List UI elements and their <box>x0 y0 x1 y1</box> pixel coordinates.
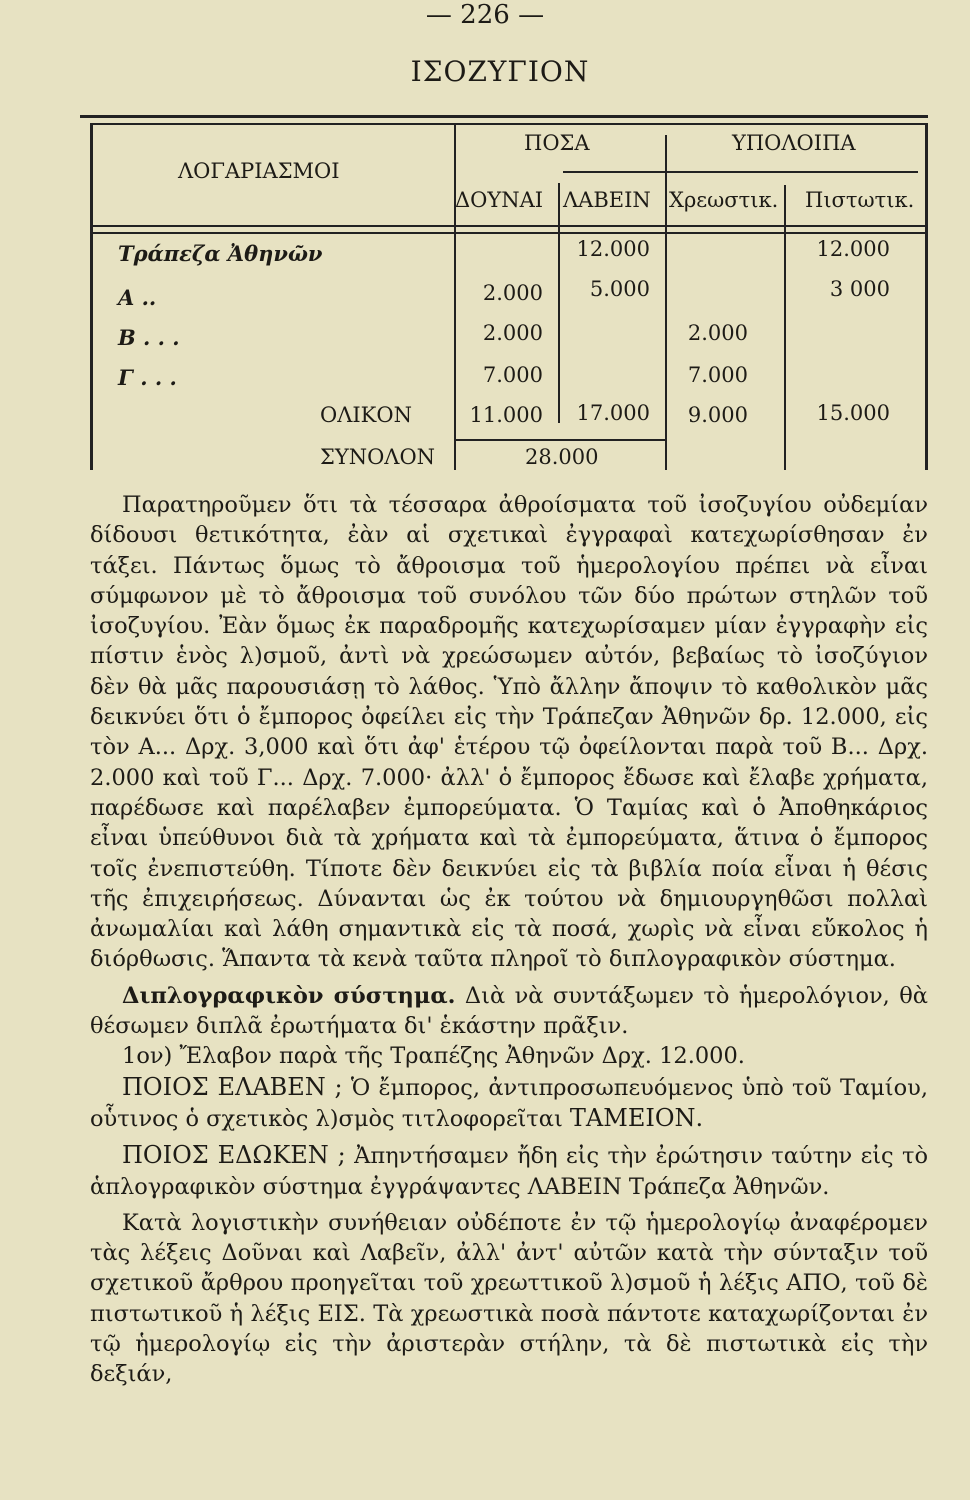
accounts-column-rule <box>454 123 456 470</box>
row-account: Τράπεζα Ἀθηνῶν <box>118 241 323 266</box>
row-debit: 2.000 <box>482 281 543 305</box>
row-debit-balance: 2.000 <box>687 321 748 345</box>
row-credit-balance: 3 000 <box>829 277 890 301</box>
amounts-balances-rule <box>665 135 667 470</box>
question-2-label: ΠΟΙΟΣ ΕΔΩΚΕΝ ; <box>122 1141 346 1170</box>
table-right-rule <box>925 123 928 470</box>
partial-total-rule <box>455 439 665 441</box>
partial-total-debit-balance: 9.000 <box>687 403 748 427</box>
row-credit: 12.000 <box>576 237 650 261</box>
header-bottom-rule <box>90 225 928 227</box>
row-credit: 5.000 <box>589 277 650 301</box>
question-1-account: ΤΑΜΕΙΟΝ. <box>569 1103 704 1132</box>
header-debit: ΔΟΥΝΑΙ <box>455 188 544 212</box>
section-text: Διὰ νὰ συντάξωμεν τὸ ἡμερολόγιον, θὰ θέσωμεν διπλᾶ ἐρωτήματα δι' ἑκάστην πρᾶξιν. <box>90 982 928 1040</box>
trial-balance-table <box>80 115 928 470</box>
row-credit-balance: 12.000 <box>816 237 890 261</box>
table-left-rule <box>90 123 93 470</box>
row-account: Β . . . <box>118 325 180 350</box>
question-2 <box>90 1140 928 1202</box>
page-number: — 226 — <box>425 0 545 30</box>
row-account: Α .. <box>118 285 157 310</box>
table-top-rule-2 <box>90 123 928 125</box>
debit-credit-rule <box>558 183 560 423</box>
header-balances: ΥΠΟΛΟΙΠΑ <box>732 131 856 155</box>
header-debit-balance: Χρεωστικ. <box>669 188 779 212</box>
row-debit: 2.000 <box>482 321 543 345</box>
question-1-label: ΠΟΙΟΣ ΕΛΑΒΕΝ ; <box>122 1072 343 1101</box>
partial-total-credit: 17.000 <box>576 401 650 425</box>
partial-total-debit: 11.000 <box>469 403 543 427</box>
paragraph: Παρατηροῦμεν ὅτι τὰ τέσσαρα ἀθροίσματα τοῦ ἰσοζυγίου οὐδεμίαν δίδουσι θετικότητα, ἐὰν αἱ σχετικαὶ ἐγγραφαὶ κατεχωρίσθησαν ἐν τάξει. Πάντως ὅμως τὸ ἄθροισμα τοῦ ἡμερολογίου πρέπει νὰ εἶναι σύμφωνον μὲ τὸ ἄθροισμα τοῦ συνόλου τῶν δύο πρώτων στηλῶν τοῦ ἰσοζυγίου. Ἐὰν ὅμως ἐκ παραδρομῆς κατεχωρίσαμεν μίαν ἐγγραφὴν εἰς πίστιν ἑνὸς λ)σμοῦ, ἀντὶ νὰ χρεώσωμεν αὐτόν, βεβαίως τὸ ἰσοζύγιον δὲν θὰ μᾶς παρουσιάσῃ τὸ λάθος. Ὑπὸ ἄλλην ἄποψιν τὸ καθολικὸν μᾶς δεικνύει ὅτι ὁ ἔμπορος ὀφείλει εἰς τὴν Τράπεζαν Ἀθηνῶν δρ. 12.000, εἰς τὸν Α... Δρχ. 3,000 καὶ ὅτι ἀφ' ἑτέρου τῷ ὀφείλονται παρὰ τοῦ Β... Δρχ. 2.000 καὶ τοῦ Γ... Δρχ. 7.000· ἀλλ' ὁ ἔμπορος ἔδωσε καὶ ἔλαβε χρήματα, παρέδωσε καὶ παρέλαβεν ἐμπορεύματα. Ὁ Ταμίας καὶ ὁ Ἀποθηκάριος εἶναι ὑπεύθυνοι διὰ τὰ χρήματα καὶ τὰ ἐμπορεύματα, ἅτινα ὁ ἔμπορος τοῖς ἐνεπιστεύθη. Τίποτε δὲν δεικνύει εἰς τὰ βιβλία ποία εἶναι ἡ θέσις τῆς ἐπιχειρήσεως. Δύνανται ὡς ἐκ τούτου νὰ δημιουργηθῶσι πολλαὶ ἀνωμαλίαι καὶ λάθη σημαντικὰ εἰς τὰ ποσά, χωρὶς νὰ εἶναι εὔκολος ἡ διόρθωσις. Ἅπαντα τὰ κενὰ ταῦτα πληροῖ τὸ διπλογραφικὸν σύστημα. <box>90 492 928 973</box>
body-text <box>90 490 928 1390</box>
question-1-text: Ὁ ἔμπορος, ἀντιπροσωπευόμενος ὑπὸ τοῦ Ταμίου, οὗτινος ὁ σχετικὸς λ)σμὸς τιτλοφορεῖται <box>90 1074 928 1132</box>
grand-total-value: 28.000 <box>525 445 599 469</box>
table-top-rule <box>80 115 928 118</box>
header-accounts: ΛΟΓΑΡΙΑΣΜΟΙ <box>178 159 340 183</box>
header-bottom-rule-2 <box>90 232 928 234</box>
partial-total-label: ΟΛΙΚΟΝ <box>320 403 412 427</box>
row-debit: 7.000 <box>482 363 543 387</box>
row-debit-balance: 7.000 <box>687 363 748 387</box>
question-1 <box>90 1072 928 1135</box>
section-paragraph <box>90 981 928 1042</box>
header-amounts: ΠΟΣΑ <box>524 131 590 155</box>
grand-total-label: ΣΥΝΟΛΟΝ <box>320 445 436 469</box>
item-1: 1ον) Ἔλαβον παρὰ τῆς Τραπέζης Ἀθηνῶν Δρχ. 12.000. <box>122 1043 745 1070</box>
last-paragraph: Κατὰ λογιστικὴν συνήθειαν οὐδέποτε ἐν τῷ ἡμερολογίῳ ἀναφέρομεν τὰς λέξεις Δοῦναι καὶ Λαβεῖν, ἀλλ' ἀντ' αὐτῶν κατὰ τὴν σύνταξιν τοῦ σχετικοῦ ἄρθρου προηγεῖται τοῦ χρεωττικοῦ λ)σμοῦ ἡ λέξις ΑΠΟ, τοῦ δὲ πιστωτικοῦ ἡ λέξις ΕΙΣ. Τὰ χρεωστικὰ ποσὰ πάντοτε καταχωρίζονται ἐν τῷ ἡμερολογίῳ εἰς τὴν ἀριστερὰν στήλην, τὰ δὲ πιστωτικὰ εἰς τὴν δεξιάν, <box>90 1209 928 1388</box>
balances-split-rule <box>784 185 786 470</box>
page-title: ΙΣΟΖΥΓΙΟΝ <box>410 55 590 88</box>
question-2-text: Ἀπηντήσαμεν ἤδη εἰς τὴν ἐρώτησιν ταύτην εἰς τὸ ἁπλογραφικὸν σύστημα ἐγγράψαντες ΛΑΒΕΙΝ Τράπεζα Ἀθηνῶν. <box>90 1143 929 1200</box>
partial-total-credit-balance: 15.000 <box>816 401 890 425</box>
section-heading: Διπλογραφικὸν σύστημα. <box>122 982 456 1009</box>
header-credit-balance: Πιστωτικ. <box>805 188 915 212</box>
row-account: Γ . . . <box>118 365 177 390</box>
balances-group-rule <box>563 171 918 173</box>
header-credit: ΛΑΒΕΙΝ <box>563 188 651 212</box>
